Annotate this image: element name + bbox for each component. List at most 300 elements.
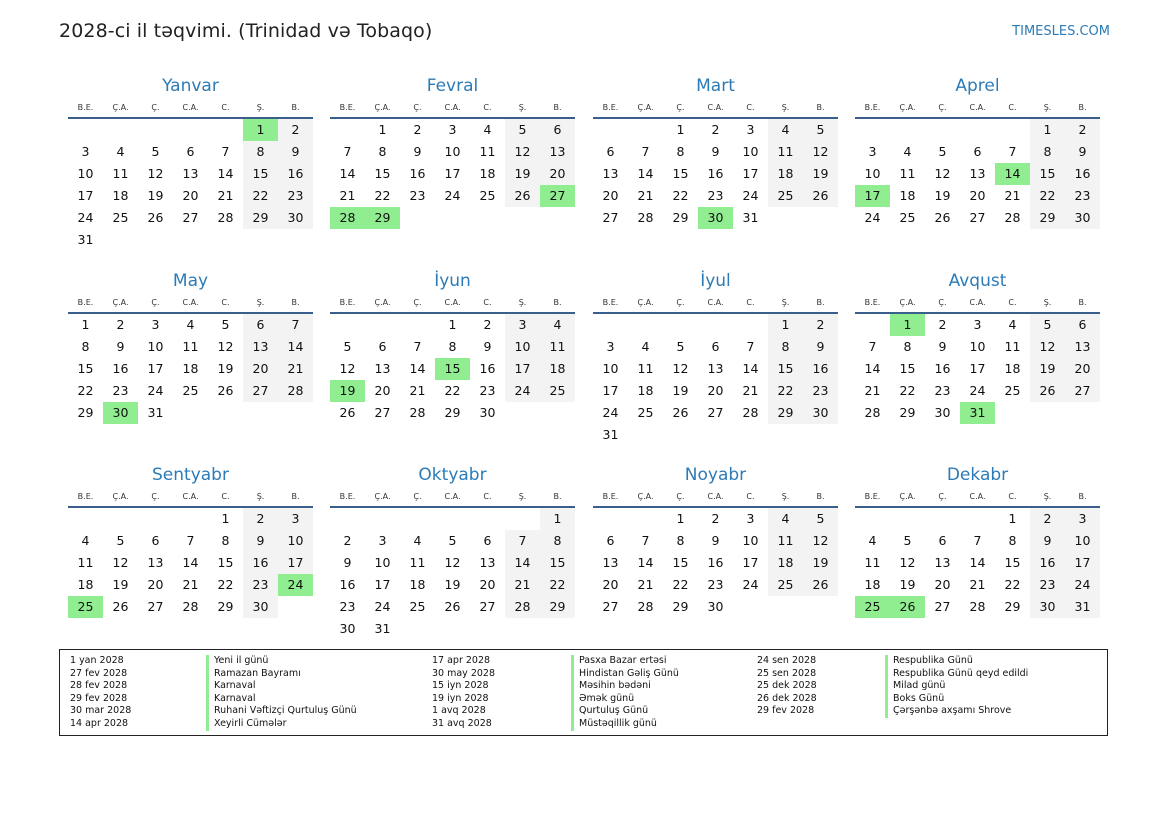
day-cell: 4 [868, 533, 877, 548]
day-cell: 9 [1030, 530, 1065, 552]
weekday-label: B.E. [602, 103, 619, 112]
day-cell: 10 [1065, 530, 1100, 552]
day-cell: 6 [606, 533, 615, 548]
day-cell: 16 [112, 361, 129, 376]
day-cell: 20 [243, 358, 278, 380]
day-cell: 24 [742, 188, 759, 203]
day-cell: 11 [637, 361, 654, 376]
legend-holiday-name: Müstəqillik günü [571, 718, 679, 731]
empty-cell [138, 508, 173, 530]
day-cell: 17 [444, 166, 461, 181]
empty-cell [470, 508, 505, 530]
day-cell: 21 [637, 188, 654, 203]
month-name: Dekabr [946, 465, 1009, 485]
day-cell: 29 [444, 405, 461, 420]
weekday-label: B.E. [602, 298, 619, 307]
weekday-label: B. [291, 103, 300, 112]
holiday-day-cell: 17 [855, 185, 890, 207]
day-cell: 3 [606, 339, 615, 354]
day-cell: 13 [479, 555, 496, 570]
legend-holiday-name: Ramazan Bayramı [206, 668, 357, 681]
day-cell: 13 [147, 555, 164, 570]
weekday-label: C.A. [707, 492, 724, 501]
weekday-label: B.E. [77, 103, 94, 112]
weekday-header [593, 487, 838, 508]
empty-cell [330, 119, 365, 141]
day-cell: 26 [803, 574, 838, 596]
empty-cell [855, 119, 890, 141]
day-cell: 5 [343, 339, 352, 354]
day-cell: 8 [903, 339, 912, 354]
day-cell: 11 [540, 336, 575, 358]
day-cell: 27 [479, 599, 496, 614]
day-cell: 22 [77, 383, 94, 398]
weekday-label: C. [483, 492, 492, 501]
day-cell: 2 [483, 317, 492, 332]
day-cell: 23 [339, 599, 356, 614]
weekday-label: Ş. [256, 103, 265, 112]
day-cell: 21 [1004, 188, 1021, 203]
day-cell: 21 [637, 577, 654, 592]
weekday-header [855, 487, 1100, 508]
holiday-day-cell: 1 [890, 314, 925, 336]
day-cell: 19 [217, 361, 234, 376]
day-cell: 3 [746, 511, 755, 526]
holiday-day-cell: 24 [278, 574, 313, 596]
day-cell: 14 [278, 336, 313, 358]
day-cell: 1 [448, 317, 457, 332]
legend-names-col-1 [206, 655, 357, 731]
day-cell: 6 [186, 144, 195, 159]
day-cell: 17 [1065, 552, 1100, 574]
day-cell: 7 [641, 144, 650, 159]
day-cell: 20 [1065, 358, 1100, 380]
legend-holiday-name: Çərşənbə axşamı Shrove [885, 705, 1028, 718]
legend-holiday-name: Yeni il günü [206, 655, 357, 668]
empty-cell [995, 119, 1030, 141]
day-grid [855, 119, 1100, 229]
month-block [330, 74, 575, 229]
day-cell: 20 [934, 577, 951, 592]
day-cell: 31 [1065, 596, 1100, 618]
legend-holiday-name: Respublika Günü qeyd edildi [885, 668, 1028, 681]
day-cell: 18 [479, 166, 496, 181]
month-name: Yanvar [162, 76, 219, 96]
weekday-label: C. [483, 103, 492, 112]
day-cell: 31 [742, 210, 759, 225]
empty-cell [173, 508, 208, 530]
weekday-label: Ş. [1043, 298, 1052, 307]
day-cell: 29 [672, 210, 689, 225]
day-cell: 21 [969, 577, 986, 592]
day-grid [593, 119, 838, 229]
day-cell: 18 [1004, 361, 1021, 376]
day-cell: 9 [803, 336, 838, 358]
day-cell: 10 [444, 144, 461, 159]
day-cell: 13 [374, 361, 391, 376]
day-cell: 23 [409, 188, 426, 203]
weekday-label: Ç. [938, 103, 947, 112]
day-cell: 16 [707, 555, 724, 570]
day-cell: 26 [112, 599, 129, 614]
month-name: Sentyabr [152, 465, 229, 485]
weekday-label: Ç. [413, 103, 422, 112]
weekday-header [855, 98, 1100, 119]
day-cell: 6 [540, 119, 575, 141]
day-cell: 27 [602, 599, 619, 614]
brand-link[interactable]: TIMESLES.COM [1012, 24, 1110, 39]
day-cell: 8 [221, 533, 230, 548]
day-grid [855, 314, 1100, 424]
weekday-label: B. [291, 298, 300, 307]
day-cell: 15 [374, 166, 391, 181]
day-cell: 5 [505, 119, 540, 141]
day-cell: 28 [742, 405, 759, 420]
day-cell: 18 [768, 552, 803, 574]
day-cell: 22 [444, 383, 461, 398]
day-cell: 22 [1004, 577, 1021, 592]
day-grid [593, 508, 838, 618]
day-cell: 23 [112, 383, 129, 398]
day-cell: 17 [602, 383, 619, 398]
day-cell: 25 [112, 210, 129, 225]
day-cell: 30 [1030, 596, 1065, 618]
month-block [855, 74, 1100, 229]
day-cell: 12 [112, 555, 129, 570]
day-cell: 2 [938, 317, 947, 332]
holiday-day-cell: 15 [435, 358, 470, 380]
day-cell: 16 [1065, 163, 1100, 185]
day-cell: 26 [444, 599, 461, 614]
day-cell: 21 [339, 188, 356, 203]
day-cell: 19 [444, 577, 461, 592]
day-cell: 4 [81, 533, 90, 548]
weekday-label: Ç.A. [112, 492, 129, 501]
day-cell: 11 [899, 166, 916, 181]
day-cell: 21 [217, 188, 234, 203]
day-cell: 26 [672, 405, 689, 420]
holiday-day-cell: 27 [540, 185, 575, 207]
weekday-label: B. [816, 103, 825, 112]
empty-cell [593, 508, 628, 530]
day-cell: 30 [339, 621, 356, 636]
day-cell: 11 [768, 141, 803, 163]
day-grid [855, 508, 1100, 618]
day-cell: 3 [1065, 508, 1100, 530]
day-cell: 18 [864, 577, 881, 592]
legend-date: 14 apr 2028 [70, 717, 129, 729]
day-cell: 28 [1004, 210, 1021, 225]
weekday-label: Ç. [938, 492, 947, 501]
day-cell: 4 [1008, 317, 1017, 332]
day-cell: 20 [147, 577, 164, 592]
legend-holiday-name: Məsihin bədəni [571, 680, 679, 693]
weekday-header [68, 98, 313, 119]
empty-cell [593, 119, 628, 141]
weekday-label: B. [1078, 103, 1087, 112]
empty-cell [208, 119, 243, 141]
day-cell: 15 [672, 555, 689, 570]
day-cell: 4 [641, 339, 650, 354]
weekday-label: Ç.A. [374, 103, 391, 112]
day-cell: 4 [186, 317, 195, 332]
day-cell: 7 [186, 533, 195, 548]
day-cell: 22 [672, 188, 689, 203]
day-cell: 8 [768, 336, 803, 358]
weekday-label: C.A. [707, 103, 724, 112]
legend-holiday-name: Xeyirli Cümələr [206, 718, 357, 731]
day-cell: 29 [899, 405, 916, 420]
empty-cell [400, 314, 435, 336]
legend-date: 27 fev 2028 [70, 667, 128, 679]
day-cell: 17 [742, 555, 759, 570]
day-cell: 3 [973, 317, 982, 332]
day-cell: 21 [505, 574, 540, 596]
weekday-label: B.E. [864, 103, 881, 112]
day-cell: 12 [217, 339, 234, 354]
day-cell: 24 [374, 599, 391, 614]
day-cell: 22 [243, 185, 278, 207]
day-cell: 21 [182, 577, 199, 592]
month-name: Noyabr [684, 465, 747, 485]
day-cell: 29 [1004, 599, 1021, 614]
legend-date: 29 fev 2028 [70, 692, 128, 704]
day-cell: 13 [243, 336, 278, 358]
day-cell: 19 [112, 577, 129, 592]
day-cell: 29 [1030, 207, 1065, 229]
month-block [593, 74, 838, 229]
month-name: Mart [696, 76, 735, 96]
day-cell: 21 [864, 383, 881, 398]
weekday-label: B.E. [339, 492, 356, 501]
day-cell: 12 [147, 166, 164, 181]
weekday-label: C. [1008, 298, 1017, 307]
weekday-label: Ç.A. [899, 298, 916, 307]
day-cell: 6 [243, 314, 278, 336]
empty-cell [103, 508, 138, 530]
day-cell: 8 [540, 530, 575, 552]
day-grid [68, 508, 313, 618]
holiday-legend [59, 649, 1108, 736]
day-cell: 2 [1065, 119, 1100, 141]
legend-holiday-name: Karnaval [206, 680, 357, 693]
day-cell: 31 [374, 621, 391, 636]
day-cell: 5 [676, 339, 685, 354]
day-cell: 20 [182, 188, 199, 203]
day-cell: 3 [81, 144, 90, 159]
day-cell: 18 [77, 577, 94, 592]
weekday-label: Ç.A. [112, 298, 129, 307]
day-cell: 2 [343, 533, 352, 548]
legend-holiday-name: Karnaval [206, 693, 357, 706]
day-cell: 6 [938, 533, 947, 548]
month-block [593, 463, 838, 618]
day-cell: 14 [217, 166, 234, 181]
day-cell: 26 [339, 405, 356, 420]
empty-cell [890, 119, 925, 141]
day-cell: 31 [147, 405, 164, 420]
day-cell: 2 [413, 122, 422, 137]
day-cell: 7 [868, 339, 877, 354]
empty-cell [698, 314, 733, 336]
day-cell: 1 [676, 511, 685, 526]
weekday-label: Ç.A. [637, 103, 654, 112]
weekday-label: Ç. [151, 298, 160, 307]
day-cell: 28 [637, 210, 654, 225]
day-cell: 10 [505, 336, 540, 358]
day-cell: 30 [1065, 207, 1100, 229]
day-cell: 3 [746, 122, 755, 137]
day-cell: 27 [147, 599, 164, 614]
weekday-header [593, 98, 838, 119]
holiday-day-cell: 19 [330, 380, 365, 402]
empty-cell [68, 119, 103, 141]
day-cell: 5 [116, 533, 125, 548]
day-cell: 1 [676, 122, 685, 137]
day-grid [330, 508, 575, 640]
day-cell: 9 [1065, 141, 1100, 163]
day-cell: 7 [278, 314, 313, 336]
month-block [68, 269, 313, 424]
day-cell: 11 [182, 339, 199, 354]
day-cell: 22 [768, 380, 803, 402]
day-cell: 19 [803, 552, 838, 574]
day-cell: 24 [602, 405, 619, 420]
day-cell: 1 [378, 122, 387, 137]
weekday-label: Ç. [151, 103, 160, 112]
day-cell: 18 [637, 383, 654, 398]
weekday-label: Ş. [781, 103, 790, 112]
day-cell: 2 [711, 122, 720, 137]
day-cell: 23 [707, 577, 724, 592]
day-cell: 8 [448, 339, 457, 354]
empty-cell [663, 314, 698, 336]
day-cell: 8 [81, 339, 90, 354]
day-cell: 23 [243, 574, 278, 596]
day-cell: 11 [768, 530, 803, 552]
day-cell: 1 [768, 314, 803, 336]
month-block [593, 269, 838, 446]
empty-cell [960, 119, 995, 141]
day-cell: 19 [1030, 358, 1065, 380]
day-cell: 25 [768, 185, 803, 207]
weekday-label: B. [553, 298, 562, 307]
day-grid [330, 314, 575, 424]
weekday-header [330, 487, 575, 508]
day-cell: 16 [278, 163, 313, 185]
day-cell: 29 [672, 599, 689, 614]
day-cell: 8 [1008, 533, 1017, 548]
day-cell: 16 [934, 361, 951, 376]
day-cell: 26 [217, 383, 234, 398]
day-cell: 21 [278, 358, 313, 380]
weekday-label: Ş. [518, 103, 527, 112]
day-cell: 4 [413, 533, 422, 548]
holiday-day-cell: 25 [68, 596, 103, 618]
page-title: 2028-ci il təqvimi. (Trinidad və Tobaqo) [59, 20, 433, 42]
weekday-label: Ç.A. [637, 298, 654, 307]
day-cell: 18 [899, 188, 916, 203]
day-cell: 4 [903, 144, 912, 159]
day-cell: 27 [934, 599, 951, 614]
day-cell: 25 [899, 210, 916, 225]
legend-holiday-name: Hindistan Gəliş Günü [571, 668, 679, 681]
day-cell: 5 [151, 144, 160, 159]
empty-cell [890, 508, 925, 530]
weekday-label: B. [1078, 492, 1087, 501]
day-cell: 12 [899, 555, 916, 570]
day-cell: 6 [151, 533, 160, 548]
day-cell: 9 [243, 530, 278, 552]
day-cell: 11 [864, 555, 881, 570]
day-cell: 23 [278, 185, 313, 207]
day-cell: 3 [151, 317, 160, 332]
day-cell: 28 [409, 405, 426, 420]
day-cell: 26 [934, 210, 951, 225]
legend-holiday-name: Qurtuluş Günü [571, 705, 679, 718]
day-cell: 24 [147, 383, 164, 398]
day-cell: 1 [540, 508, 575, 530]
day-cell: 6 [1065, 314, 1100, 336]
weekday-label: C. [1008, 103, 1017, 112]
legend-holiday-name: Ruhani Vəftizçi Qurtuluş Günü [206, 705, 357, 718]
day-cell: 24 [77, 210, 94, 225]
weekday-label: Ç. [676, 492, 685, 501]
weekday-label: B. [553, 103, 562, 112]
weekday-header [855, 293, 1100, 314]
day-cell: 24 [969, 383, 986, 398]
day-cell: 12 [672, 361, 689, 376]
day-cell: 13 [1065, 336, 1100, 358]
day-cell: 7 [1008, 144, 1017, 159]
day-cell: 6 [378, 339, 387, 354]
day-cell: 2 [116, 317, 125, 332]
day-cell: 8 [676, 533, 685, 548]
day-cell: 27 [182, 210, 199, 225]
day-cell: 28 [637, 599, 654, 614]
day-cell: 24 [1065, 574, 1100, 596]
day-cell: 27 [707, 405, 724, 420]
day-cell: 28 [217, 210, 234, 225]
day-cell: 14 [742, 361, 759, 376]
day-cell: 16 [339, 577, 356, 592]
empty-cell [330, 508, 365, 530]
weekday-label: Ç.A. [899, 492, 916, 501]
legend-date: 1 yan 2028 [70, 655, 124, 666]
day-cell: 16 [803, 358, 838, 380]
day-cell: 15 [672, 166, 689, 181]
legend-date: 25 dek 2028 [757, 680, 817, 692]
weekday-label: Ş. [518, 492, 527, 501]
day-cell: 13 [934, 555, 951, 570]
day-cell: 14 [864, 361, 881, 376]
day-cell: 9 [711, 144, 720, 159]
legend-date: 30 may 2028 [432, 667, 496, 679]
day-cell: 26 [803, 185, 838, 207]
day-cell: 16 [479, 361, 496, 376]
day-cell: 6 [606, 144, 615, 159]
day-cell: 8 [243, 141, 278, 163]
day-cell: 1 [1008, 511, 1017, 526]
day-cell: 14 [409, 361, 426, 376]
day-cell: 10 [147, 339, 164, 354]
day-cell: 20 [479, 577, 496, 592]
weekday-label: B.E. [602, 492, 619, 501]
day-cell: 13 [969, 166, 986, 181]
day-cell: 29 [768, 402, 803, 424]
empty-cell [733, 314, 768, 336]
day-cell: 26 [505, 185, 540, 207]
